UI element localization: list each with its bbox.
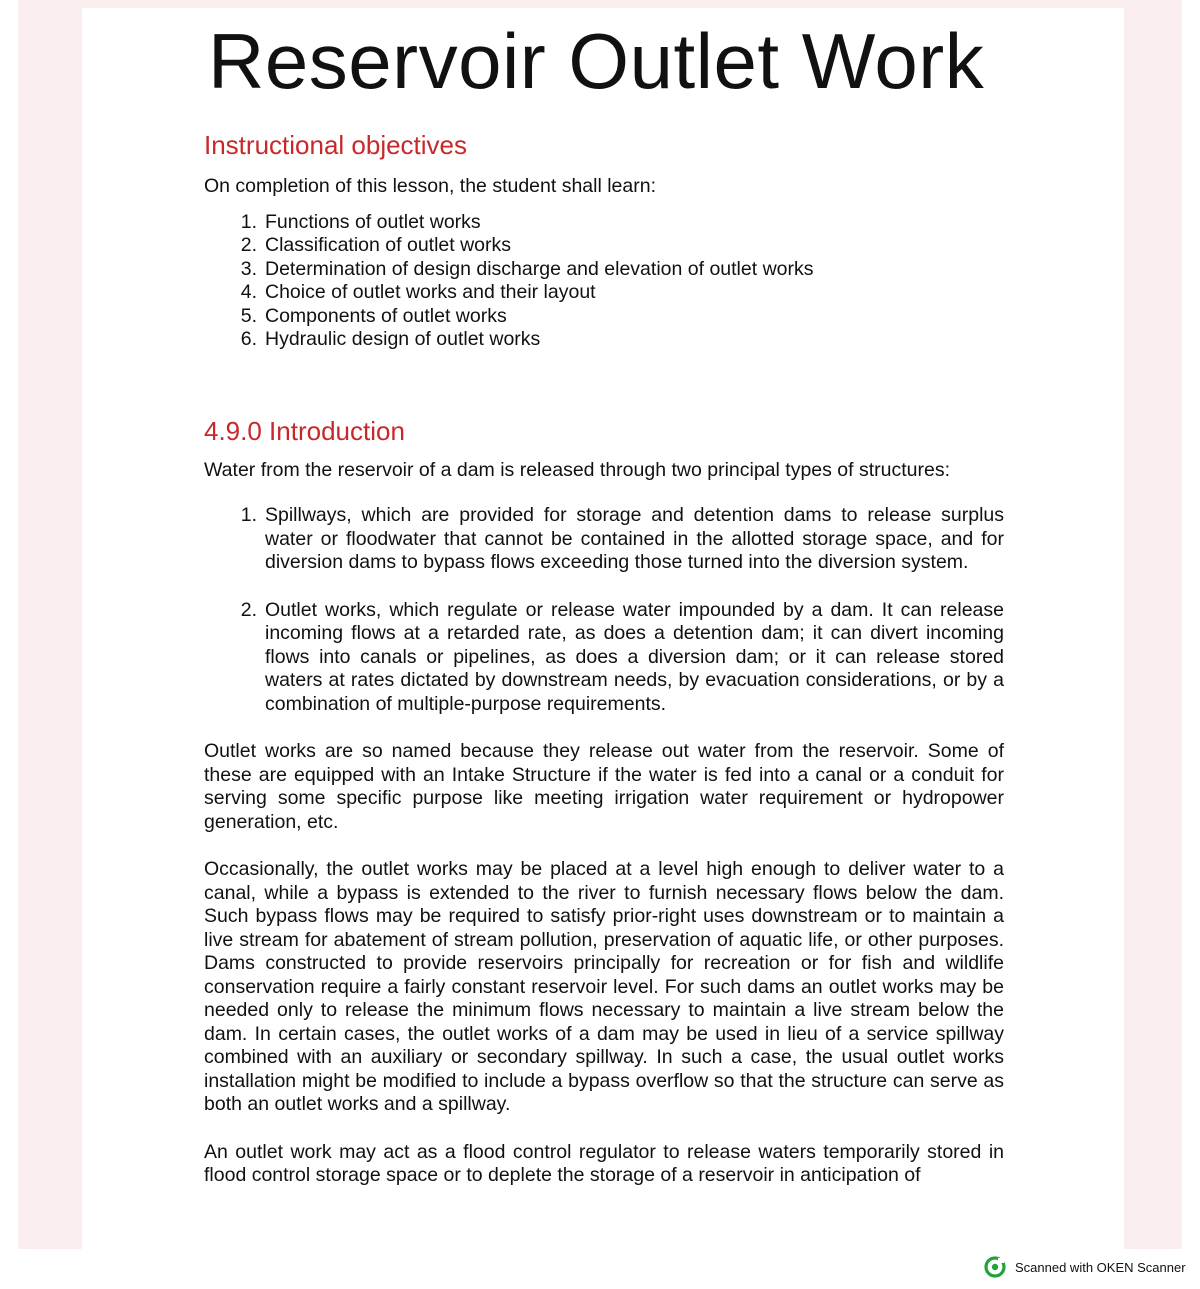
objectives-heading: Instructional objectives [204,130,468,160]
objective-number: 2. [240,234,257,256]
objectives-lead: On completion of this lesson, the student shall learn: [204,175,657,197]
structure-type-item [204,599,1004,717]
objective-number: 1. [240,210,257,233]
body-paragraph: An outlet work may act as a flood control regulator to release waters temporarily stored in flood control storage space or to deplete the storage of a reservoir in anticipation of [204,1140,1004,1186]
objective-item [204,305,1004,329]
body-paragraph: Outlet works are so named because they release out water from the reservoir. Some of these are equipped with an Intake Structure if the water is fed into a canal or a conduit for serving some specific purpose like meeting irrigation water requirement or hydropower generation, etc. [204,740,1004,833]
objective-item [204,328,1004,352]
structure-type-number: 2. [240,598,257,621]
objective-text: Components of outlet works [265,304,507,327]
objective-text: Choice of outlet works and their layout [265,281,596,303]
structure-type-item [204,504,1004,575]
body-paragraph: Occasionally, the outlet works may be placed at a level high enough to deliver water to a canal, while a bypass is extended to the river to furnish necessary flows below the dam. Such bypass flows may be required to satisfy prior-right uses downstream or to maintain a live stream for abatement of stream pollution, preservation of aquatic life, or other purposes. Dams constructed to provide reservoirs principally for recreation or for fish and wildlife conservation require a fairly constant reservoir level. For such dams an outlet works may be needed only to release the minimum flows necessary to maintain a live stream below the dam. In certain cases, the outlet works of a dam may be used in lieu of a service spillway combined with an auxiliary or secondary spillway. In such a case, the usual outlet works installation might be modified to include a bypass overflow so that the structure can serve as both an outlet works and a spillway. [204,858,1004,1115]
structure-type-number: 1. [240,504,257,526]
oken-scanner-logo-icon [984,1256,1006,1278]
scanner-watermark [984,1256,1186,1278]
objective-text: Hydraulic design of outlet works [265,328,541,350]
introduction-heading: 4.9.0 Introduction [204,415,405,446]
structure-types-list [204,504,1004,716]
objective-number: 4. [240,281,257,303]
document-body [204,129,1004,1212]
objective-text: Functions of outlet works [265,210,481,233]
objective-item [204,211,1004,235]
objective-number: 5. [240,304,257,327]
objective-text: Determination of design discharge and elevation of outlet works [265,257,814,280]
objectives-list [204,211,1004,352]
scanner-label: Scanned with OKEN Scanner [1015,1259,1186,1275]
objective-item [204,281,1004,305]
structure-type-text: Outlet works, which regulate or release water impounded by a dam. It can release incoming flows at a retarded rate, as does a detention dam; it can divert incoming flows into canals or pipelines, as does a diversion dam; or it can release stored waters at rates dictated by downstream needs, by evacuation considerations, or by a combination of multiple-purpose requirements. [265,598,1004,715]
objective-item [204,258,1004,282]
objective-number: 6. [240,328,257,350]
structure-type-text: Spillways, which are provided for storage and detention dams to release surplus water or floodwater that cannot be contained in the allotted storage space, and for diversion dams to bypass flows exceeding those turned into the diversion system. [265,504,1004,573]
document-title: Reservoir Outlet Work [208,17,985,105]
objective-item [204,234,1004,258]
objective-number: 3. [240,257,257,280]
objective-text: Classification of outlet works [265,234,512,256]
introduction-lead: Water from the reservoir of a dam is released through two principal types of structures: [204,458,951,481]
